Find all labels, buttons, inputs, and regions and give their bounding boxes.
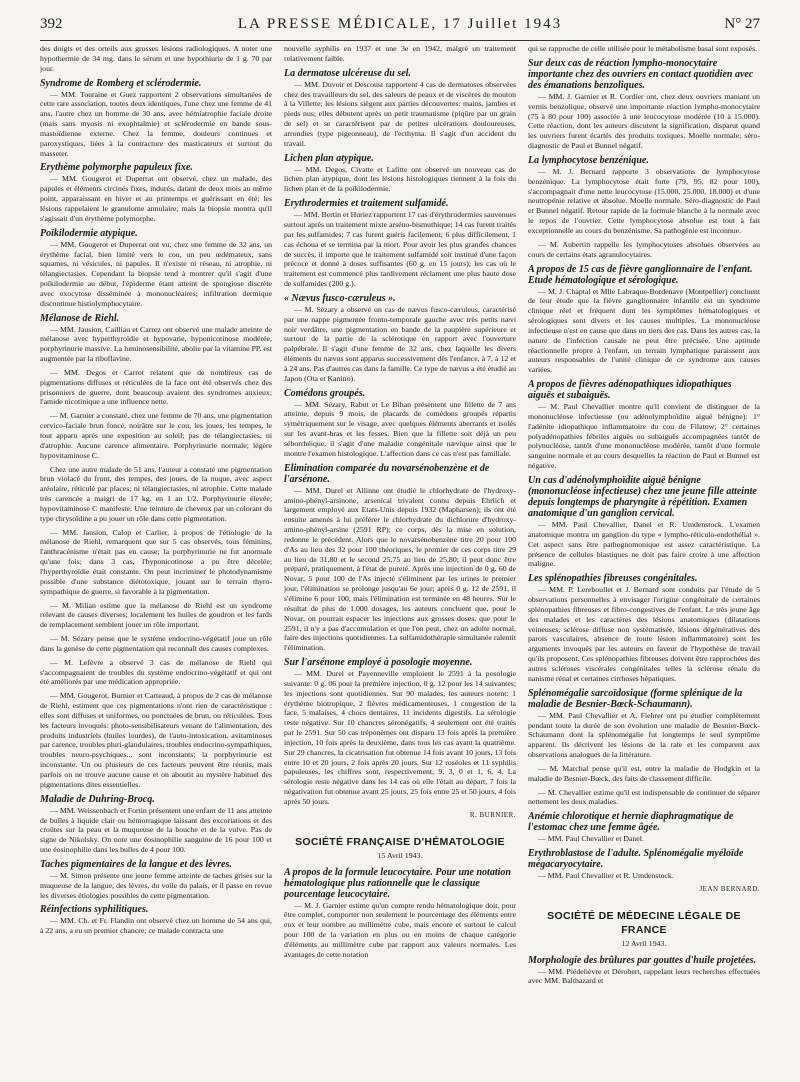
article-heading: La lymphocytose benzénique. <box>528 154 649 166</box>
article-heading: Réinfections syphilitiques. <box>40 904 149 916</box>
article-heading: Erythrodermies et traitement sulfamidé. <box>284 198 449 210</box>
author-signature: R. BURNIER. <box>469 810 516 819</box>
body-paragraph: — MM. J. Garnier et R. Cordier ont, chez deux ouvriers maniant un vernis benzolique, observé une importante réaction lympho-monocytaire (75 à 80 pour 100) associée à une leucocytose modérée (10 à 15.000). Cette réaction, dont les auteurs discutent la signification, disparut quand les ouvriers furent écartés des produits toxiques. Moelle normale; séro-diagnostic de Paul et Bunnel négatif. <box>528 91 760 151</box>
article-heading: Maladie de Duhring-Brocq. <box>40 793 155 805</box>
session-date: 15 Avril 1943. <box>377 850 423 860</box>
article-heading: Sur deux cas de réaction lympho-monocytaire importante chez des ouvriers en contact quotidien avec des émanations benzoliques. <box>528 57 754 91</box>
body-paragraph: — MM. Sézary, Rabut et Le Bihan présentent une fillette de 7 ans atteinte, depuis 9 mois, de placards de comédons groupés répartis symétriquement sur le visage, avec quelques éléments aberrants et isolés sur les avant-bras et les fesses. Bien que la fillette soit déjà un peu séborrhéique, il s'agit d'une maladie congénitale nævique ainsi que le montre l'examen histologique. L'affection dans ce cas n'est pas familiale. <box>284 399 516 458</box>
article-heading: Splénomégalie sarcoïdosique (forme splénique de la maladie de Besnier-Bœck-Schaumann). <box>528 687 743 710</box>
body-paragraph: — M. Chevallier estime qu'il est indispensable de continuer de séparer nettement les deux maladies. <box>528 787 760 807</box>
article-heading: A propos de la formule leucocytaire. Pour une notation hématologique plus rationnelle que le classique pourcentage leucocytaire. <box>284 866 511 900</box>
body-paragraph: des doigts et des orteils aux grosses lésions radiologiques. A noter une hypothermie de 34 mg. dans le sérum et une hypothiurie de 1 g. 70 par jour. <box>40 44 272 73</box>
body-paragraph: — MM. Piédelièvre et Dérobert, rappelant leurs recherches effectuées avec MM. Balthazard et <box>528 966 760 986</box>
body-paragraph: — MM. Gougerot et Duperrat ont observé, chez un malade, des papules et éléments circinés fixes, indurés, datant de deux mois au même point, apparaissant en hiver et au printemps et guérissant en été; les lésions rappelaient le granulome annulaire; mais la biopsie montra qu'il s'agissait d'un érythème polymorphe. <box>40 174 272 223</box>
body-paragraph: — MM. Degos et Carrot relatent que de nombreux cas de pigmentations diffuses et réticulées de la face ont été observés chez des prisonniers de guerre, dont beaucoup avaient des syndromes anxieux; l'amide nicotinique a une influence nette. <box>40 367 272 407</box>
header-rule <box>40 40 760 41</box>
article-heading: La dermatose ulcéreuse du sel. <box>284 67 411 79</box>
article-heading: Comédons groupés. <box>284 387 366 399</box>
body-paragraph: — MM. Jausion, Calop et Carlier, à propos de l'étiologie de la mélanose de Riehl, remarquent que sur 5 cas observés, tous féminins, l'anthracénisme n'était pas en cause; la porphyrinurie ne fut anormale qu'une fois; dans 3 cas, l'hyponicotinose a pu être décelée; l'hyperthyroïdie était constante. On peut incriminer le photodynamisme possible d'une substance diétotoxique, jouant sur le terrain thyro-sympathique de guerre, si favorable à la pigmentation. <box>40 527 272 596</box>
article-heading: A propos de fièvres adénopathiques idiopathiques aiguës et subaiguës. <box>528 379 732 402</box>
body-paragraph: — M. Paul Chevallier montre qu'il convient de distinguer de la mononucléose infectieuse (ou adénolymphoïdite aiguë bénigne): 1° l'adénite idiopathique inflammatoire du cou de Filatow; 2° certaines polyadénopathies fébriles aiguës ou subaiguës accompagnées tantôt de polynucléose, tantôt d'une mononucléose modérée, tantôt d'une formule sanguine normale et au cours desquelles la réaction de Paul et Bunnel est négative. <box>528 402 760 471</box>
article-heading: Un cas d'adénolymphoïdite aiguë bénigne (mononucléose infectieuse) chez une jeune fille atteinte depuis longtemps de pharyngite à répétition. Examen anatomique d'un ganglion cervical. <box>528 475 757 519</box>
author-signature: JEAN BERNARD. <box>699 884 760 893</box>
article-heading: Erythème polymorphe papuleux fixe. <box>40 162 193 174</box>
issue-number: N° 27 <box>724 16 760 32</box>
body-paragraph: — MM. Bertin et Huriez rapportent 17 cas d'érythrodermies sauvenues surtout après un traitement mixte arséno-bismuthique; 14 cas furent traités par les sulfamides; 7 cas furent guéris facilement; 6 plus difficilement, 1 cas échoua et se termina par la mort. Pour avoir les plus grandes chances de succès, il importe que le traitement sulfamidé soit institué d'une façon précoce et donné à doses suffisantes (60 g. en 15 jours); les cas où le traitement est commencé plus tardivement réclament une plus haute dose de sulfamides (200 g.). <box>284 210 516 289</box>
body-paragraph: — MM. Gougerot, Burnier et Carteaud, à propos de 2 cas de mélanose de Riehl, estiment que ces pigmentations n'ont rien de caractéristique : elles sont diffuses et uniformes, ou ponctuées de brun, ou réticulées. Tous les facteurs invoqués: photo-sensibilisateurs venant de l'alimentation, des produits industriels (huiles lourdes), de l'auto-intoxication, avitaminoses par carence, troubles pluri-glandulaires, troubles endocrino-sympathiques, troubles neuro-psychiques... sont inconstants; la porphyrinurie est inconstante. Un ou plusieurs de ces facteurs peuvent être réunis, mais parfois on ne trouve aucune cause et on aboutit au mystère habituel des pigmentations dites essentielles. <box>40 691 272 789</box>
body-paragraph: — M. Garnier a constaté, chez une femme de 70 ans, une pigmentation cervico-faciale brun foncé, noirâtre sur le cou, les joues, les tempes, le tout apparu après une exposition au soleil; pas de télangiectasies, ni d'atrophie. Aucune carence alimentaire. Porphyrinurie normale; légère hypovitaminose C. <box>40 411 272 460</box>
body-paragraph: — MM. Touraine et Guez rapportent 2 observations simultanées de cette rare association, toutes deux identiques, l'une chez une femme de 41 ans, l'autre chez un homme de 30 ans, avec hémiatrophie faciale droite (mais sans myosis ni exophtalmie) et sclérodermie en bande sous-mastoïdienne externe. Chez la femme, douleurs continues et paroxystiques, liées à la contracture des masticateurs et surtout du masseter. <box>40 89 272 158</box>
column-2 <box>284 44 516 1074</box>
body-paragraph: — M. J. Garnier estime qu'un compte rendu hématologique doit, pour être complet, comporter non seulement le pourcentage des éléments entre eux et leur nombre au millimètre cube, mais encore et surtout le calcul pour 100 de la variation en plus ou en moins de chaque catégorie d'éléments au millimètre cube par rapport aux valeurs normales. Les avantages de cette notation <box>284 900 516 959</box>
article-heading: Erythroblastose de l'adulte. Splénomégalie myéloïde mégacaryocytaire. <box>528 848 744 871</box>
article-heading: « Nævus fusco-cæruleus ». <box>284 292 396 304</box>
society-section-title: SOCIÉTÉ DE MÉDECINE LÉGALE DE FRANCE <box>547 909 741 936</box>
column-1 <box>40 44 272 1074</box>
page-header <box>40 14 760 38</box>
body-paragraph: — MM. P. Lereboullet et J. Bernard sont conduits par l'étude de 5 observations personnelles à envisager l'origine congénitale de certaines splénopathies fibreuses et fibro-congestives de l'enfant. Le très jeune âge des malades et les caractères des lésions anatomiques (dilatations veineuses, sclérose diffuse non systématisée, lésions dégénératives des parois vasculaires, absence de toute lésion inflammatoire) sont les arguments invoqués par les auteurs en faveur de l'hypothèse de travail qu'ils proposent. Ces splénopathies fibreuses doivent être rapprochées des autres scléroses viscérales congénitales telles la sclérose rénale du nanisme rénal et certaines cirrhoses hépatiques. <box>528 585 760 683</box>
body-paragraph: nouvelle syphilis en 1937 et une 3e en 1942, malgré un traitement relativement faible. <box>284 44 516 63</box>
body-paragraph: — MM. Durel et Allinne ont étudié le chlorhydrate de l'hydroxy-amino-phényl-arsinone, arsenical trivalent connu depuis Ehrlich et largement employé aux Etats-Unis depuis 1932 (Mapharsen); ils ont été ensuite amenés à lui préférer le chlorhydrate du dichlorure d'hydroxy-amino-phényl-arsine (2591 RP); ce corps, dès la mise en solution, redonne le précédent. Alors que le novarsénobenzène titre 20 pour 100 d'As au lieu des 32 pour 100 théoriques, le premier de ces corps titre 29 au lieu de 31,80 et le second 25,75 au lieu de 25,80; il peut donc être préparé, pratiquement, à l'état de pureté. Après une injection de 0 g. 60 de Novar, 5 pour 100 de l'As injecté s'éliminent par les urines le premier jour, l'élimination se prolonge jusqu'au 6e jour; après 0 g. 12 de 2591, il s'élimine 6 pour 100, mais l'élimination est terminée en 48 heures. Sur le résultat de plus de 1.000 dosages, les auteurs concluent que, pour le Novar, on pourrait espacer les injections aux grosses doses, que pour le 2591, il n'y a pas d'accumulation et que l'on peut, chez un adulte normal, faire des injections quotidiennes. La sulfamidothérapie simultanée ralentit l'élimination. <box>284 485 516 653</box>
column-3 <box>528 44 760 1074</box>
body-paragraph: — M. Sézary pense que le système endocrino-végétatif joue un rôle dans la genèse de cette pigmentation qui reconnaît des causes complexes. <box>40 634 272 653</box>
body-paragraph: — M. Lefèvre a observé 3 cas de mélanose de Riehl qui s'accompagnaient de troubles du système endocrino-végétatif et qui ont été améliorés par une médication appropriée. <box>40 657 272 687</box>
body-paragraph: — MM. Paul Chevallier et Danel. <box>538 834 644 844</box>
article-heading: Poïkilodermie atypique. <box>40 227 138 239</box>
body-paragraph: — M. J. Chaptal et Mlle Labraque-Bordenave (Montpellier) concluent de leur étude que la fièvre ganglionnaire infantile est un syndrome clinique réel et fréquent dont les symptômes hématologiques et sérologiques sont divers et les causes multiples. La mononucléose infectieuse n'est en cause que dans un tiers des cas. Dans les autres cas, la nature de l'infection causale ne peut être précisée. Une aptitude réactionnelle propre à l'enfant, un terrain lymphatique paraissent aux auteurs responsables de l'unité clinique de ce syndrome aux causes variées. <box>528 286 760 375</box>
body-paragraph: — M. Aubertin rappelle les lymphocytoses absolues observées au cours de certains états agranulocytaires. <box>528 239 760 259</box>
body-paragraph: — MM. Durel et Payenneville emploient le 2591 à la posologie suivante: 0 g. 06 pour la première injection, 0 g. 12 pour les 14 suivantes; les injections sont quotidiennes. Sur 90 malades, les auteurs notent: 1 érythème biotropique, 2 fièvres médicamenteuses, 1 congestion de la face, 5 malaises, 4 chocs dentaires, 11 incidents digestifs. La sérologie reste négative. Sur 10 chancres séronégatifs, 4 seulement ont été traités par le 2591. Sur 50 cas tréponèmes ont disparu 13 fois après la première injection, 10 fois après la deuxième, dans tous les cas avant la quatrième. Sur 29 chancres, la cicatrisation fut obtenue 14 fois avant 10 jours, 13 fois entre 10 et 20 jours, 2 fois après 20 jours. Sur 12 roséoles et 11 syphilis papuleuses, les chiffres sont, respectivement, 9, 3, 0 et 1, 6, 4. La sérologie reste négative dans les 14 cas où elle l'était au départ, 7 fois la négativation fut obtenue avant 25 jours, 25 fois entre 25 et 50 jours, 4 fois après 50 jours. <box>284 669 516 806</box>
body-paragraph: — MM. Ch. et Fr. Flandin ont observé chez un homme de 54 ans qui, à 22 ans, a eu un premier chancre; ce malade contracta une <box>40 916 272 936</box>
body-paragraph: — M. Simon présente une jeune femme atteinte de taches grises sur la muqueuse de la langue, des lèvres, du voile du palais, et il passe en revue les diverses étiologies possibles de cette pigmentation. <box>40 870 272 900</box>
body-paragraph: — M. Sézary a observé un cas de nævus fusco-cæruleus, caractérisé par une nappe pigmentée fronto-temporale gauche avec très petits nævi noir verdâtre, une pigmentation en bande de la paupière supérieure et surtout de la partie de la sclérotique en rapport avec l'ouverture palpébrale. Il s'agit d'une femme de 32 ans, chez laquelle les divers éléments du nævus sont apparus successivement dès l'enfance, à 7, à 12 et à 24 ans. Pas d'autres cas dans la famille. Ce type de nævus a été étudié au Japon (Ota et Kanino). <box>284 304 516 383</box>
article-heading: Les splénopathies fibreuses congénitales. <box>528 573 698 585</box>
article-heading: Anémie chlorotique et hernie diaphragmatique de l'estomac chez une femme âgée. <box>528 811 734 834</box>
body-paragraph: — MM. Paul Chevallier, Danel et R. Umdenstock. L'examen anatomique montra un ganglion du type « lympho-réticulo-endothélial ». Cet aspect sans être pathognomonique est assez caractéristique. La présence de cellules blastiques ne doit pas faire croire à une affection maligne. <box>528 520 760 569</box>
article-heading: Taches pigmentaires de la langue et des lèvres. <box>40 858 232 870</box>
body-paragraph: — MM. Degos, Civatte et Lafitte ont observé un nouveau cas de lichen plan atypique, dont les lésions histologiques tiennent à la fois du lichen plan et de la poïkilodermie. <box>284 164 516 194</box>
body-paragraph: — MM. Weissenbach et Fortin présentent une enfant de 11 ans atteinte de bulles à liquide clair ou hémorragique laissant des excoriations et des croûtes sur la peau et la muqueuse de la bouche et de la vulve. Pas de signe de Nikolsky. On note une éosinophilie sanguine de 16 pour 100 et une éosinophilie dans les bulles de 4 pour 100. <box>40 805 272 855</box>
session-date: 12 Avril 1943. <box>621 938 667 948</box>
journal-title: LA PRESSE MÉDICALE, 17 Juillet 1943 <box>237 16 563 32</box>
body-paragraph: — M. Milian estime que la mélanose de Riehl est un syndrome relevant de causes diverses; localement les huiles de goudron et les fards de remplacement semblent jouer un rôle important. <box>40 600 272 630</box>
article-heading: Morphologie des brûlures par gouttes d'huile projetées. <box>528 954 757 966</box>
body-paragraph: qui se rapproche de celle utilisée pour le métabolisme basal sont exposés. <box>528 44 758 53</box>
body-paragraph: — M. Marchal pense qu'il est, entre la maladie de Hodgkin et la maladie de Besnier-Bœck, des faits de classement difficile. <box>528 763 760 783</box>
body-paragraph: — MM. Jausion, Cailliau et Carrez ont observé une malade atteinte de mélanose avec hyperthyroïdie et hypovarie, hyponicotinose modérée, porphyrinurie massive. La luminosensibilité, abolie par la vitamine PP, est augmentée par la riboflavine. <box>40 324 272 364</box>
article-heading: Elimination comparée du novarsénobenzène et de l'arsénone. <box>284 462 490 485</box>
body-paragraph: — MM. Paul Chevallier et R. Umdenstock. <box>538 871 674 881</box>
article-heading: Mélanose de Riehl. <box>40 312 120 324</box>
society-section-title: SOCIÉTÉ FRANÇAISE D'HÉMATOLOGIE <box>295 835 505 848</box>
article-heading: Lichen plan atypique. <box>284 152 374 164</box>
article-heading: Syndrome de Romberg et sclérodermie. <box>40 77 202 89</box>
body-paragraph: — M. J. Bernard rapporte 3 observations de lymphocytose benzénique. La lymphocytose était forte (79, 95, 82 pour 100), s'accompagnait d'une nette leucocytose (15.000, 25.000, 18.000) et d'une neutropénie relative et absolue. Moelle normale. Séro-diagnostic de Paul et Bunnel négatif. Retour rapide de la formule blanche à la normale avec le repos de l'ouvrier. Cette lymphocytose absolue est tout à fait exceptionnelle au cours du benzénisme. Sa pathogénie est inconnue. <box>528 166 760 235</box>
body-paragraph: — MM. Paul Chevallier et A. Fiehrer ont pu étudier complètement pendant toute la durée de son évolution une maladie de Besnier-Bœck-Schaumann dont la splénomégalie fut longtemps le seul symptôme apparent. Ils décrivent les lésions de la rate et les comparent aux observations analogues de la littérature. <box>528 710 760 760</box>
body-paragraph: — MM. Duvoir et Descoust rapportent 4 cas de dermatoses observées chez des travailleurs du sel, des saleurs de peaux et de viscères de mouton à la Villette; les lésions siègent aux parties découvertes: mains, jambes et pieds nus; elles débutent après un petit traumatisme (piqûre par un grain de sel) et se caractérisent par de petites ulcérations douloureuses, arrondies (type pigeonneau), de l'ecthyma. Il s'agit d'un accident du travail. <box>284 79 516 148</box>
article-heading: Sur l'arsénone employé à posologie moyenne. <box>284 657 473 669</box>
body-paragraph: Chez une autre malade de 51 ans, l'auteur a constaté une pigmentation brun violacé du front, des tempes, des joues, de la nuque, avec aspect aréolaire, réticulé par places; ni télangiectasies, ni atrophie. Cette malade très carencée a maigri de 17 kg. en 1 an 1/2. Porphyrinurie élevée; hypovitaminose C manifeste. Une teinture de cheveux par un colorant du type chrysoïdine a pu jouer un rôle dans cette pigmentation. <box>40 464 272 523</box>
page-number: 392 <box>40 16 63 32</box>
article-heading: A propos de 15 cas de fièvre ganglionnaire de l'enfant. Etude hématologique et sérologique. <box>528 263 753 286</box>
body-paragraph: — MM. Gougerot et Duperrat ont vu, chez une femme de 32 ans, un érythème facial, bien limité vers le cou, un peu œdémateux, sans squames, ni vésicules, ni papules. Il n'existe ni réseau, ni atrophie, ni télangiectasies. Cependant la biopsie tend à montrer qu'il s'agit d'une poïkilodermie au début, l'épiderme étant atteint de spongiose discrète avec exocytose disséminée à mononucléaires; infiltration dermique discontinue histiolymphocytaire. <box>40 239 272 308</box>
